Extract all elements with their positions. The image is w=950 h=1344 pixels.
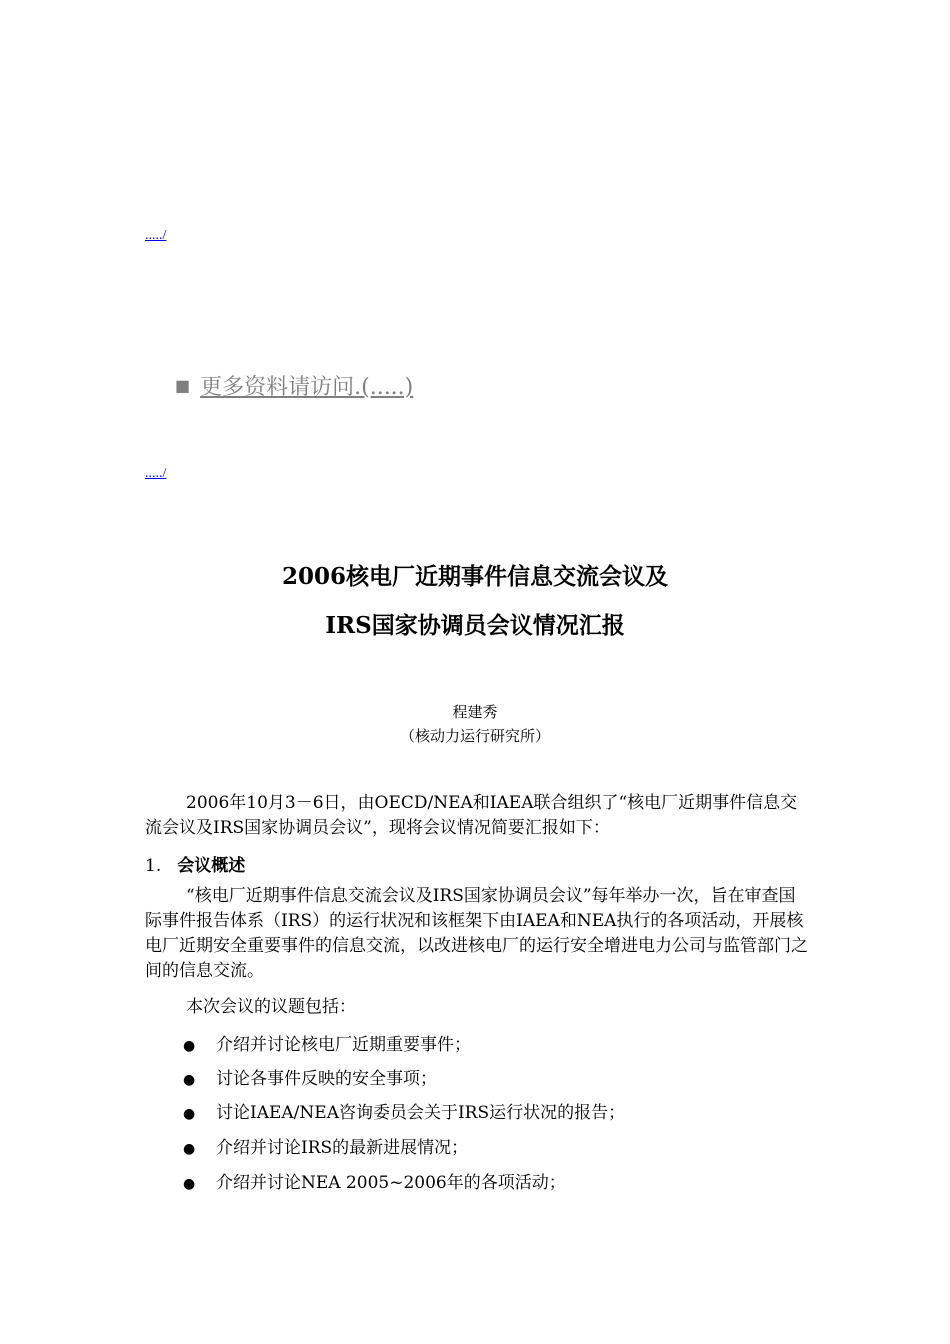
bullet-dot-icon: ● — [183, 1038, 196, 1054]
section-heading — [145, 851, 245, 876]
title-line-1: 2006核电厂近期事件信息交流会议及 — [281, 563, 668, 590]
overview-paragraph: “核电厂近期事件信息交流会议及IRS国家协调员会议”每年举办一次，旨在审查国际事件报告体系（IRS）的运行状况和该框架下由IAEA和NEA执行的各项活动，开展核电厂近期安全重要事件的信息交流，以改进核电厂的运行安全增进电力公司与监管部门之间的信息交流。 — [145, 886, 808, 981]
list-item-text: 介绍并讨论核电厂近期重要事件； — [216, 1035, 471, 1055]
bullet-dot-icon: ● — [183, 1141, 196, 1157]
bullet-dot-icon: ● — [183, 1176, 196, 1192]
list-item — [183, 1064, 437, 1089]
top-link[interactable]: ...../ — [145, 228, 167, 243]
bullet-dot-icon: ● — [183, 1106, 196, 1122]
list-item-text: 讨论IAEA/NEA咨询委员会关于IRS运行状况的报告； — [216, 1103, 626, 1123]
square-bullet-icon: ■ — [175, 376, 191, 395]
list-item-text: 讨论各事件反映的安全事项； — [216, 1069, 437, 1089]
bullet-dot-icon: ● — [183, 1072, 196, 1088]
section-title: 会议概述 — [177, 856, 246, 876]
title-line-2: IRS国家协调员会议情况汇报 — [325, 612, 625, 639]
list-item — [183, 1133, 468, 1158]
second-link[interactable]: ...../ — [145, 466, 167, 481]
agenda-intro: 本次会议的议题包括： — [186, 997, 356, 1017]
list-item-text: 介绍并讨论NEA 2005~2006年的各项活动； — [216, 1173, 566, 1193]
promo-line — [175, 370, 413, 401]
promo-link[interactable]: 更多资料请访问.(.....) — [200, 375, 414, 400]
section-number: 1. — [145, 856, 162, 876]
list-item-text: 介绍并讨论IRS的最新进展情况； — [216, 1138, 469, 1158]
author-affiliation: （核动力运行研究所） — [399, 727, 550, 745]
intro-paragraph: 2006年10月3－6日，由OECD/NEA和IAEA联合组织了“核电厂近期事件信息交流会议及IRS国家协调员会议”，现将会议情况简要汇报如下： — [145, 793, 798, 838]
list-item — [183, 1098, 625, 1123]
author-name: 程建秀 — [452, 703, 498, 721]
list-item — [183, 1168, 566, 1193]
list-item — [183, 1030, 471, 1055]
